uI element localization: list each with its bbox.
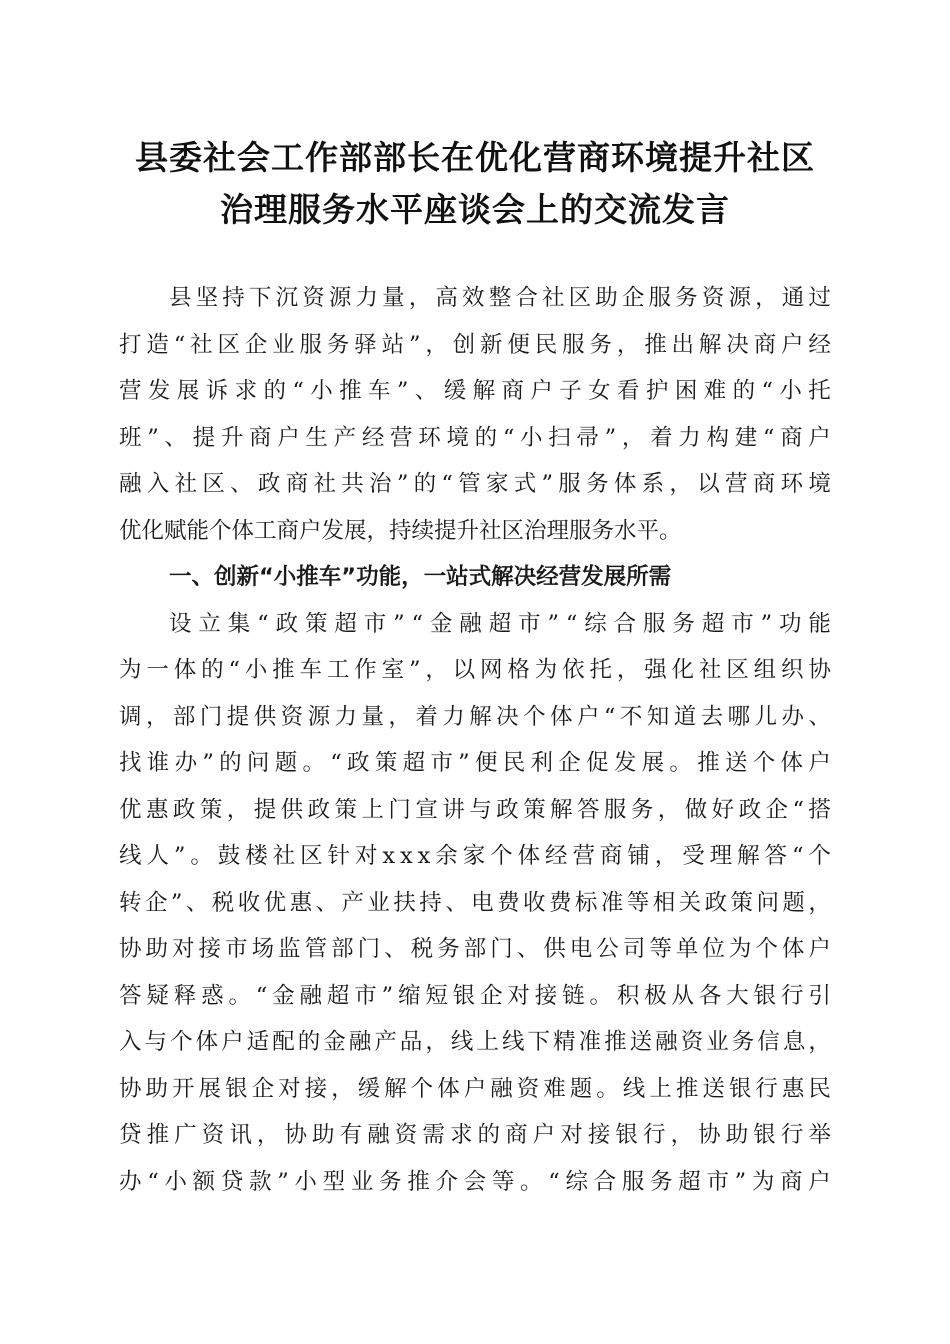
paragraph-line: 打 造 “ 社 区 企 业 服 务 驿 站 ” ， 创 新 便 民 服 务 ， 推 出 解 决 商 户 经 (119, 331, 831, 358)
paragraph-line: 协 助 对 接 市 场 监 管 部 门 、 税 务 部 门 、 供 电 公 司 等 单 位 为 个 体 户 (119, 936, 831, 962)
document-title (100, 132, 850, 236)
paragraph-line: 找 谁 办 ” 的 问 题 。 “ 政 策 超 市 ” 便 民 利 企 促 发 展 。 推 送 个 体 户 (119, 750, 831, 776)
document-body (119, 275, 831, 1205)
paragraph-line: 营 发 展 诉 求 的 “ 小 推 车 ” 、 缓 解 商 户 子 女 看 护 困 难 的 “ 小 托 (119, 378, 831, 404)
paragraph-line: 办 “ 小 额 贷 款 ” 小 型 业 务 推 介 会 等 。 “ 综 合 服 务 超 市 ” 为 商 户 (119, 1168, 831, 1195)
paragraph-line: 设 立 集 “ 政 策 超 市 ” “ 金 融 超 市 ” “ 综 合 服 务 超 市 ” 功 能 (169, 610, 831, 637)
paragraph-line: 线 人 ” 。 鼓 楼 社 区 针 对 x x x 余 家 个 体 经 营 商 铺 ， 受 理 解 答 “ 个 (119, 843, 831, 869)
paragraph-line: 班 ” 、 提 升 商 户 生 产 经 营 环 境 的 “ 小 扫 帚 ” ， 着 力 构 建 “ 商 户 (119, 424, 831, 451)
paragraph-line: 入 与 个 体 户 适 配 的 金 融 产 品 ， 线 上 线 下 精 准 推 送 融 资 业 务 信 息 ， (119, 1029, 831, 1055)
paragraph-line: 贷 推 广 资 讯 ， 协 助 有 融 资 需 求 的 商 户 对 接 银 行 ， 协 助 银 行 举 (119, 1122, 831, 1148)
paragraph-line: 融 入 社 区 、 政 商 社 共 治 ” 的 “ 管 家 式 ” 服 务 体 系 ， 以 营 商 环 境 (119, 471, 831, 497)
title-line-2: 治理服务水平座谈会上的交流发言 (220, 190, 730, 229)
paragraph-line: 为 一 体 的 “ 小 推 车 工 作 室 ” ， 以 网 格 为 依 托 ， 强 化 社 区 组 织 协 (119, 657, 831, 683)
paragraph-line: 答 疑 释 惑 。 “ 金 融 超 市 ” 缩 短 银 企 对 接 链 。 积 极 从 各 大 银 行 引 (119, 982, 831, 1009)
paragraph-line: 协 助 开 展 银 企 对 接 ， 缓 解 个 体 户 融 资 难 题 。 线 上 推 送 银 行 惠 民 (119, 1075, 831, 1102)
paragraph-line: 转 企 ” 、 税 收 优 惠 、 产 业 扶 持 、 电 费 收 费 标 准 等 相 关 政 策 问 题 ， (119, 889, 831, 916)
paragraph-line: 优 惠 政 策 ， 提 供 政 策 上 门 宣 讲 与 政 策 解 答 服 务 ， 做 好 政 企 “ 搭 (119, 796, 831, 823)
paragraph-line: 调 ， 部 门 提 供 资 源 力 量 ， 着 力 解 决 个 体 户 “ 不 知 道 去 哪 儿 办 、 (119, 703, 831, 730)
section-heading: 一、创新“小推车”功能，一站式解决经营发展所需 (169, 564, 672, 590)
paragraph-line: 优化赋能个体工商户发展，持续提升社区治理服务水平。 (119, 517, 682, 544)
title-line-1: 县委社会工作部部长在优化营商环境提升社区 (135, 138, 815, 177)
paragraph-line: 县 坚 持 下 沉 资 源 力 量 ， 高 效 整 合 社 区 助 企 服 务 资 源 ， 通 过 (169, 285, 831, 311)
